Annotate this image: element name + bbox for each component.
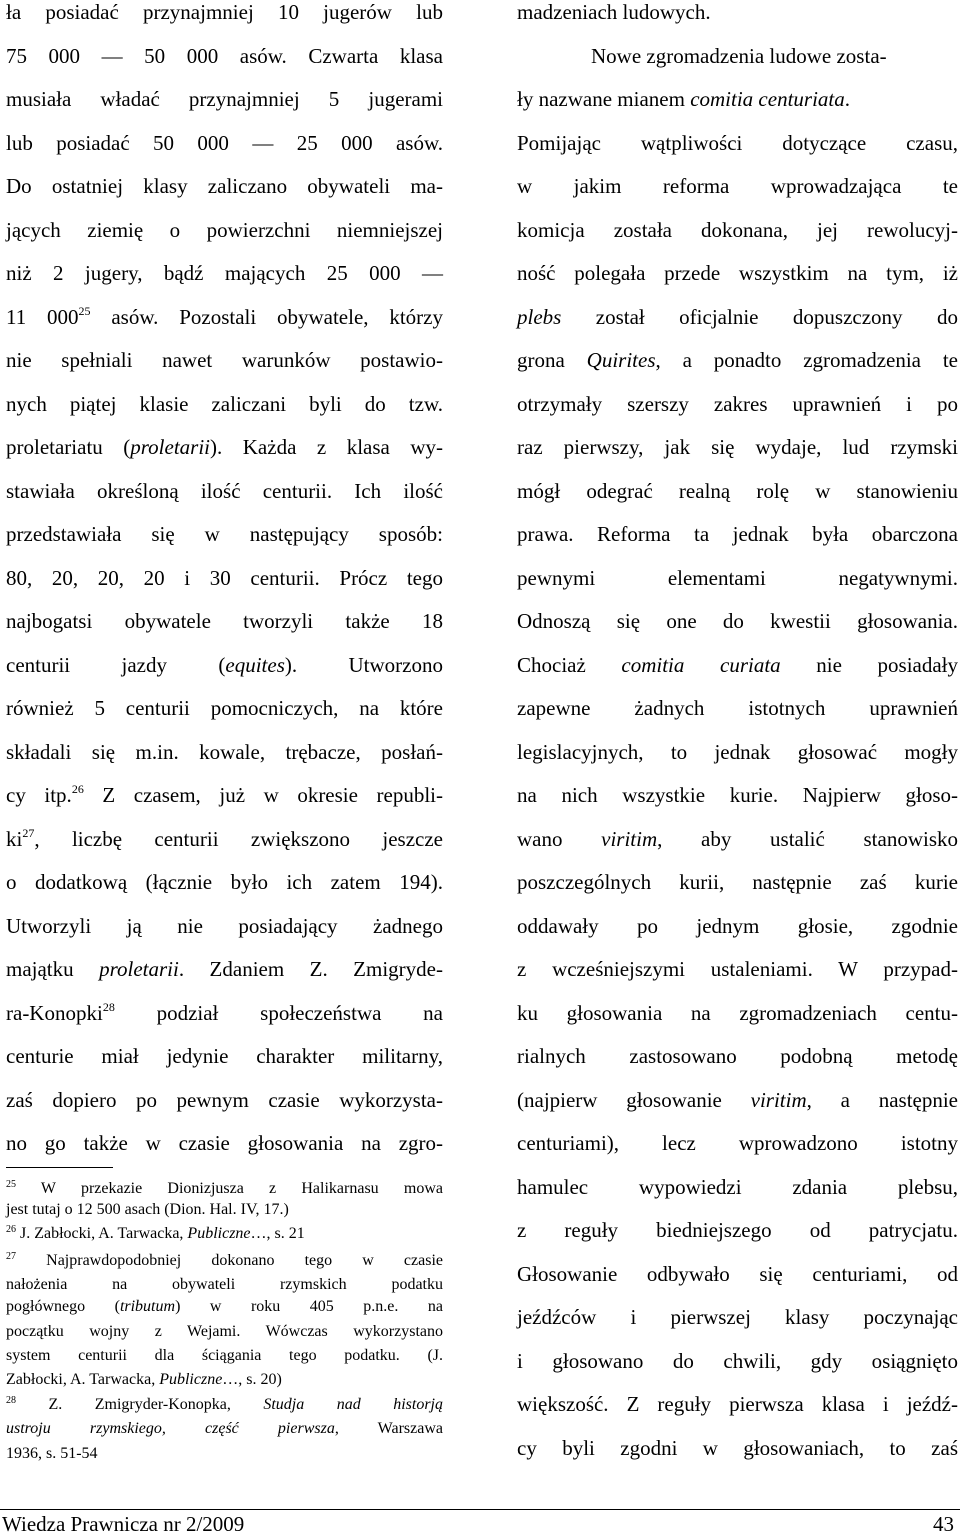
footnote-separator [6, 1167, 113, 1168]
journal-footer: Wiedza Prawnicza nr 2/2009 [2, 1512, 245, 1536]
text-line: nych piątej klasie zaliczani byli do tzw. [6, 392, 443, 416]
text-line: 80, 20, 20, 20 i 30 centurii. Prócz tego [6, 566, 443, 590]
text-line: najbogatsi obywatele tworzyli także 18 [6, 609, 443, 633]
text-line: no go także w czasie głosowania na zgro- [6, 1131, 443, 1155]
text-line: plebs został oficjalnie dopuszczony do [517, 305, 958, 329]
text-line: większość. Z reguły pierwsza klasa i jeźdź- [517, 1392, 958, 1416]
text-line: majątku proletarii. Zdaniem Z. Zmigryde- [6, 957, 443, 981]
text-line: 11 $000^{25}$ asów. Pozostali obywatele, którzy [6, 304, 443, 329]
text-line: niż 2 jugery, bądź mających 25 000 — [6, 261, 443, 285]
text-line: cy itp.$^{26}$ Z czasem, już w okresie republi- [6, 782, 443, 807]
footnote-line: 1936, s. 51-54 [6, 1445, 98, 1462]
text-line: o dodatkową (łącznie było ich zatem 194). [6, 870, 443, 894]
footnote-line: nałożenia na obywateli rzymskich podatku [6, 1276, 443, 1293]
footnote-line: początku wojny z Wejami. Wówczas wykorzystano [6, 1323, 443, 1340]
footnote-26: $^{26}$ J. Zabłocki, A. Tarwacka, Publiczne…, s. 21 [6, 1224, 305, 1242]
footnote-27: $^{27}$ Najprawdopodobniej dokonano tego w czasie [6, 1251, 444, 1269]
text-line: poszczególnych kurii, następnie zaś kurie [517, 870, 958, 894]
text-line: wano viritim, aby ustalić stanowisko [517, 827, 958, 851]
text-line: $ki^{27}$, liczbę centurii zwiększono jeszcze [6, 826, 443, 851]
text-line: składali się m.in. kowale, trębacze, posłań- [6, 740, 443, 764]
text-line: ku głosowania na zgromadzeniach centu- [517, 1001, 958, 1025]
footnote-ref: 27 [22, 826, 35, 840]
text-line: madzeniach ludowych. [517, 0, 711, 24]
footer-rule [0, 1509, 960, 1510]
text-line: lub posiadać 50 000 — 25 000 asów. [6, 131, 443, 155]
page-number: 43 [933, 1512, 954, 1536]
text-line: i głosowano do chwili, gdy osiągnięto [517, 1349, 958, 1373]
text-line: przedstawiała się w następujący sposób: [6, 522, 443, 546]
text-line: stawiała określoną ilość centurii. Ich ilość [6, 479, 443, 503]
text-line: proletariatu (proletarii). Każda z klasa wy- [6, 435, 444, 459]
text-line: ły nazwane mianem comitia centuriata. [517, 87, 850, 111]
text-line: prawa. Reforma ta jednak była obarczona [517, 522, 958, 546]
text-line: Nowe zgromadzenia ludowe zosta- [591, 44, 887, 68]
text-line: ła posiadać przynajmniej 10 jugerów lub [6, 0, 443, 24]
text-line: (najpierw głosowanie viritim, a następnie [517, 1088, 958, 1112]
text-line: jeźdźców i pierwszej klasy poczynając [517, 1305, 958, 1329]
text-line: komicja została dokonana, jej rewolucyj- [517, 218, 958, 242]
text-line: w jakim reforma wprowadzająca te [517, 174, 958, 198]
text-line: z reguły biedniejszego od patrycjatu. [517, 1218, 958, 1242]
text-line: otrzymały szerszy zakres uprawnień i po [517, 392, 958, 416]
footnote-line: pogłównego (tributum) w roku 405 p.n.e. na [6, 1298, 443, 1315]
footnote-line: Zabłocki, A. Tarwacka, Publiczne…, s. 20) [6, 1371, 282, 1388]
text-line: Głosowanie odbywało się centuriami, od [517, 1262, 958, 1286]
text-line: legislacyjnych, to jednak głosować mogły [517, 740, 958, 764]
text-line: oddawały po jednym głosie, zgodnie [517, 914, 958, 938]
text-line: Chociaż comitia curiata nie posiadały [517, 653, 959, 677]
text-line: musiała władać przynajmniej 5 jugerami [6, 87, 443, 111]
footnote-line: system centurii dla ściągania tego podatku. (J. [6, 1347, 443, 1364]
text-line: zaś dopiero po pewnym czasie wykorzysta- [6, 1088, 443, 1112]
text-line: również 5 centurii pomocniczych, na które [6, 696, 443, 720]
text-line: rialnych zastosowano podobną metodę [517, 1044, 958, 1068]
text-line: ność polegała przede wszystkim na tym, iż [517, 261, 958, 285]
footnote-line: ustroju rzymskiego, część pierwsza, Warszawa [6, 1420, 443, 1437]
footnote-ref: 25 [78, 304, 91, 318]
text-line: Do ostatniej klasy zaliczano obywateli ma- [6, 174, 443, 198]
text-line: mógł odegrać realną rolę w stanowieniu [517, 479, 958, 503]
text-line: centurii jazdy (equites). Utworzono [6, 653, 443, 677]
text-line: nie spełniali nawet warunków postawio- [6, 348, 443, 372]
text-line: centuriami), lecz wprowadzono istotny [517, 1131, 958, 1155]
text-line: ra-Konopki$^{28}$ podział społeczeństwa na [6, 1000, 444, 1025]
footnote-25: $^{25}$ W przekazie Dionizjusza z Halikarnasu mowa [6, 1179, 443, 1197]
text-line: cy byli zgodni w głosowaniach, to zaś [517, 1436, 958, 1460]
text-line: 75 000 — 50 000 asów. Czwarta klasa [6, 44, 443, 68]
text-line: Pomijając wątpliwości dotyczące czasu, [517, 131, 958, 155]
text-line: pewnymi elementami negatywnymi. [517, 566, 958, 590]
footnote-28: $^{28}$ Z. Zmigryder-Konopka, Studja nad historją [6, 1395, 444, 1413]
text-line: Utworzyli ją nie posiadający żadnego [6, 914, 443, 938]
text-line: na nich wszystkie kurie. Najpierw głoso- [517, 783, 958, 807]
text-line: z wcześniejszymi ustaleniami. W przypad- [517, 957, 958, 981]
text-line: Odnoszą się one do kwestii głosowania. [517, 609, 958, 633]
text-line: centurie miał jedynie charakter militarny, [6, 1044, 443, 1068]
footnote-ref: 26 [71, 782, 84, 796]
text-line: zapewne żadnych istotnych uprawnień [517, 696, 958, 720]
footnote-ref: 28 [102, 1000, 115, 1014]
footnote-line: jest tutaj o 12 500 asach (Dion. Hal. IV, 17.) [6, 1201, 289, 1218]
text-line: raz pierwszy, jak się wydaje, lud rzymski [517, 435, 958, 459]
text-line: hamulec wypowiedzi zdania plebsu, [517, 1175, 958, 1199]
text-line: jących ziemię o powierzchni niemniejszej [6, 218, 443, 242]
text-line: grona Quirites, a ponadto zgromadzenia te [517, 348, 958, 372]
